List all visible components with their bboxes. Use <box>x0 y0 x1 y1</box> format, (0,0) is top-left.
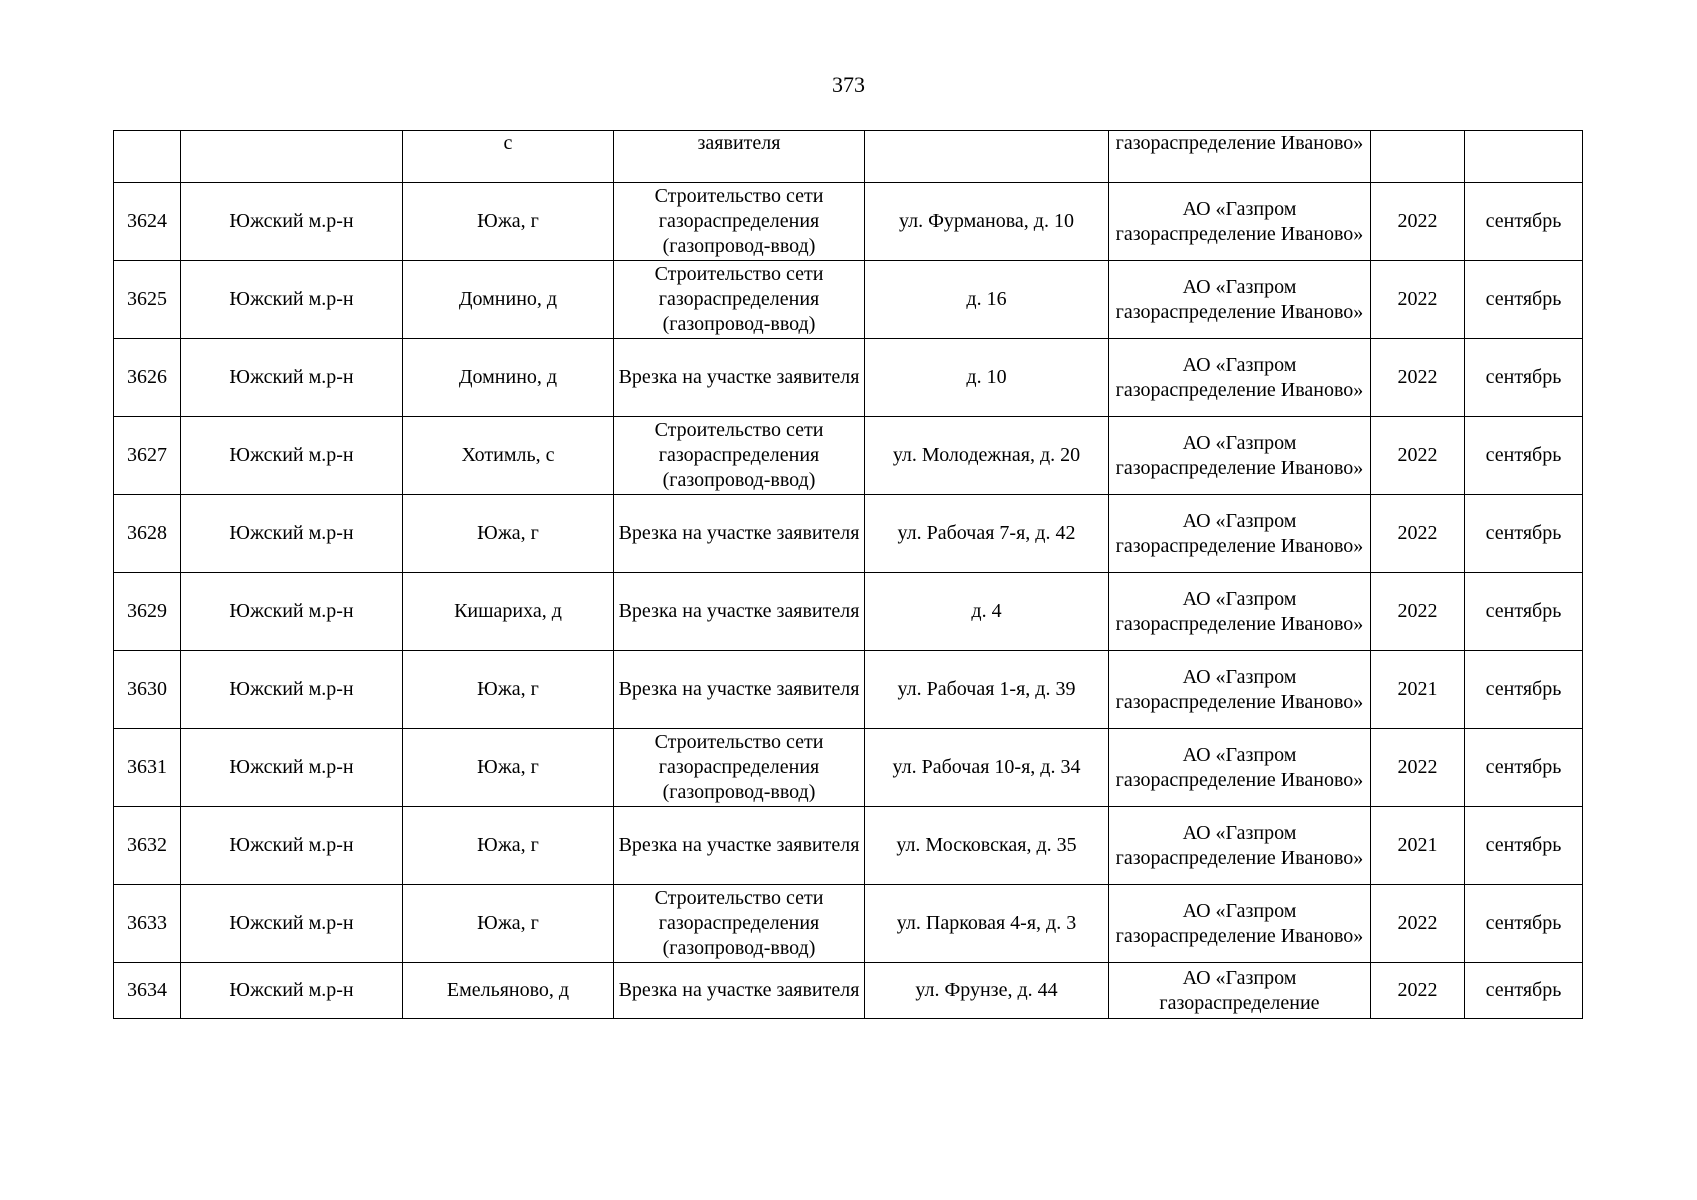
cell-district: Южский м.р-н <box>181 885 403 963</box>
cell-org: АО «Газпром газораспределение <box>1109 963 1371 1019</box>
cell-org: газораспределение Иваново» <box>1109 131 1371 183</box>
cell-settlement: Емельяново, д <box>403 963 614 1019</box>
cell-work: Строительство сети газораспределения (газопровод-ввод) <box>614 729 865 807</box>
cell-num: 3624 <box>114 183 181 261</box>
cell-settlement: Южа, г <box>403 651 614 729</box>
cell-work: Строительство сети газораспределения (газопровод-ввод) <box>614 183 865 261</box>
cell-work: Врезка на участке заявителя <box>614 963 865 1019</box>
cell-num: 3630 <box>114 651 181 729</box>
cell-work: Строительство сети газораспределения (газопровод-ввод) <box>614 261 865 339</box>
cell-num: 3625 <box>114 261 181 339</box>
cell-year: 2021 <box>1371 807 1465 885</box>
cell-year: 2022 <box>1371 339 1465 417</box>
cell-district: Южский м.р-н <box>181 807 403 885</box>
cell-num: 3632 <box>114 807 181 885</box>
cell-org: АО «Газпром газораспределение Иваново» <box>1109 807 1371 885</box>
cell-settlement: с <box>403 131 614 183</box>
cell-settlement: Домнино, д <box>403 339 614 417</box>
cell-address: д. 10 <box>865 339 1109 417</box>
cell-address: ул. Парковая 4-я, д. 3 <box>865 885 1109 963</box>
cell-address: д. 16 <box>865 261 1109 339</box>
table-row <box>114 729 1583 807</box>
cell-work: заявителя <box>614 131 865 183</box>
cell-month: сентябрь <box>1465 495 1583 573</box>
cell-settlement: Южа, г <box>403 807 614 885</box>
cell-org: АО «Газпром газораспределение Иваново» <box>1109 729 1371 807</box>
cell-org: АО «Газпром газораспределение Иваново» <box>1109 573 1371 651</box>
cell-org: АО «Газпром газораспределение Иваново» <box>1109 651 1371 729</box>
cell-year: 2022 <box>1371 573 1465 651</box>
cell-month: сентябрь <box>1465 417 1583 495</box>
cell-work: Строительство сети газораспределения (газопровод-ввод) <box>614 417 865 495</box>
cell-work: Врезка на участке заявителя <box>614 651 865 729</box>
cell-year: 2022 <box>1371 261 1465 339</box>
cell-address: ул. Московская, д. 35 <box>865 807 1109 885</box>
cell-settlement: Южа, г <box>403 885 614 963</box>
cell-settlement: Южа, г <box>403 729 614 807</box>
cell-num: 3634 <box>114 963 181 1019</box>
cell-work: Строительство сети газораспределения (газопровод-ввод) <box>614 885 865 963</box>
cell-month: сентябрь <box>1465 651 1583 729</box>
cell-work: Врезка на участке заявителя <box>614 573 865 651</box>
cell-org: АО «Газпром газораспределение Иваново» <box>1109 183 1371 261</box>
cell-settlement: Южа, г <box>403 183 614 261</box>
cell-year: 2022 <box>1371 885 1465 963</box>
cell-month <box>1465 131 1583 183</box>
cell-work: Врезка на участке заявителя <box>614 339 865 417</box>
cell-year: 2021 <box>1371 651 1465 729</box>
cell-district: Южский м.р-н <box>181 729 403 807</box>
cell-month: сентябрь <box>1465 885 1583 963</box>
cell-org: АО «Газпром газораспределение Иваново» <box>1109 885 1371 963</box>
cell-address: ул. Фурманова, д. 10 <box>865 183 1109 261</box>
cell-month: сентябрь <box>1465 183 1583 261</box>
cell-settlement: Кишариха, д <box>403 573 614 651</box>
table-row <box>114 885 1583 963</box>
cell-work: Врезка на участке заявителя <box>614 807 865 885</box>
cell-month: сентябрь <box>1465 807 1583 885</box>
cell-org: АО «Газпром газораспределение Иваново» <box>1109 417 1371 495</box>
cell-num: 3628 <box>114 495 181 573</box>
cell-district: Южский м.р-н <box>181 573 403 651</box>
cell-district: Южский м.р-н <box>181 495 403 573</box>
cell-district: Южский м.р-н <box>181 963 403 1019</box>
cell-district <box>181 131 403 183</box>
table-row <box>114 261 1583 339</box>
cell-num: 3629 <box>114 573 181 651</box>
cell-year: 2022 <box>1371 417 1465 495</box>
table-row <box>114 339 1583 417</box>
cell-num: 3633 <box>114 885 181 963</box>
table-row-continuation <box>114 131 1583 183</box>
cell-address: ул. Рабочая 1-я, д. 39 <box>865 651 1109 729</box>
cell-num: 3627 <box>114 417 181 495</box>
cell-settlement: Южа, г <box>403 495 614 573</box>
cell-month: сентябрь <box>1465 573 1583 651</box>
cell-year: 2022 <box>1371 495 1465 573</box>
cell-district: Южский м.р-н <box>181 261 403 339</box>
cell-settlement: Домнино, д <box>403 261 614 339</box>
cell-district: Южский м.р-н <box>181 417 403 495</box>
table-row <box>114 963 1583 1019</box>
cell-year: 2022 <box>1371 729 1465 807</box>
cell-month: сентябрь <box>1465 261 1583 339</box>
table-row <box>114 183 1583 261</box>
cell-year: 2022 <box>1371 183 1465 261</box>
table-row <box>114 495 1583 573</box>
cell-address <box>865 131 1109 183</box>
cell-num: 3631 <box>114 729 181 807</box>
cell-org: АО «Газпром газораспределение Иваново» <box>1109 495 1371 573</box>
table-row <box>114 573 1583 651</box>
cell-org: АО «Газпром газораспределение Иваново» <box>1109 339 1371 417</box>
cell-address: д. 4 <box>865 573 1109 651</box>
cell-num <box>114 131 181 183</box>
page-number: 373 <box>832 72 865 97</box>
table-row <box>114 417 1583 495</box>
cell-address: ул. Рабочая 10-я, д. 34 <box>865 729 1109 807</box>
cell-month: сентябрь <box>1465 729 1583 807</box>
cell-month: сентябрь <box>1465 963 1583 1019</box>
cell-district: Южский м.р-н <box>181 339 403 417</box>
cell-address: ул. Фрунзе, д. 44 <box>865 963 1109 1019</box>
cell-address: ул. Рабочая 7-я, д. 42 <box>865 495 1109 573</box>
table-row <box>114 651 1583 729</box>
cell-month: сентябрь <box>1465 339 1583 417</box>
cell-org: АО «Газпром газораспределение Иваново» <box>1109 261 1371 339</box>
cell-num: 3626 <box>114 339 181 417</box>
cell-year: 2022 <box>1371 963 1465 1019</box>
table-body <box>114 131 1583 1019</box>
cell-district: Южский м.р-н <box>181 651 403 729</box>
cell-settlement: Хотимль, с <box>403 417 614 495</box>
cell-year <box>1371 131 1465 183</box>
cell-work: Врезка на участке заявителя <box>614 495 865 573</box>
cell-address: ул. Молодежная, д. 20 <box>865 417 1109 495</box>
data-table <box>113 130 1583 1019</box>
table-row <box>114 807 1583 885</box>
cell-district: Южский м.р-н <box>181 183 403 261</box>
